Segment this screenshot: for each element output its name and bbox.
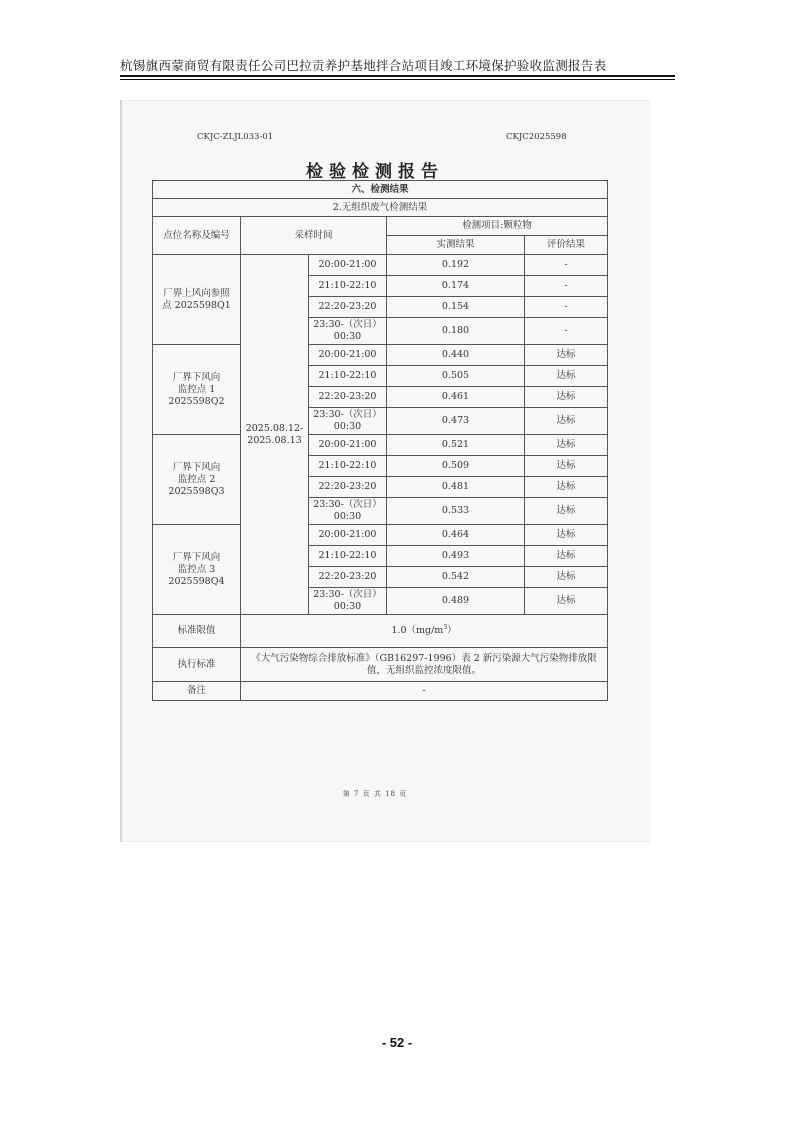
evaluation-result: 达标 <box>525 477 608 498</box>
sampling-time: 23:30-（次日） 00:30 <box>309 318 387 345</box>
measured-value: 0.509 <box>387 456 525 477</box>
table-row <box>153 435 608 456</box>
scan-edge <box>120 100 122 842</box>
sampling-time: 20:00-21:00 <box>309 435 387 456</box>
evaluation-result: 达标 <box>525 387 608 408</box>
measured-value: 0.493 <box>387 546 525 567</box>
header-time: 采样时间 <box>241 217 387 255</box>
sampling-time: 21:10-22:10 <box>309 456 387 477</box>
measured-value: 0.192 <box>387 255 525 276</box>
sampling-time: 23:30-（次日） 00:30 <box>309 408 387 435</box>
standard-label: 执行标准 <box>153 648 241 682</box>
measured-value: 0.174 <box>387 276 525 297</box>
report-title: 检验检测报告 <box>306 162 444 182</box>
measured-value: 0.180 <box>387 318 525 345</box>
measured-value: 0.461 <box>387 387 525 408</box>
evaluation-result: - <box>525 297 608 318</box>
evaluation-result: 达标 <box>525 345 608 366</box>
sampling-time: 20:00-21:00 <box>309 345 387 366</box>
form-code: CKJC-ZLJL033-01 <box>197 132 274 142</box>
limit-value-suffix: ） <box>447 625 457 636</box>
limit-value-sup: 3 <box>443 623 448 631</box>
point-name: 厂界上风向参照 点 2025598Q1 <box>153 255 241 345</box>
table-row <box>153 345 608 366</box>
subsection-title: 2.无组织废气检测结果 <box>153 199 608 217</box>
sampling-time: 21:10-22:10 <box>309 276 387 297</box>
page-header: 杭锡旗西蒙商贸有限责任公司巴拉贡养护基地拌合站项目竣工环境保护验收监测报告表 <box>120 58 607 73</box>
header-rule-thin <box>120 79 675 80</box>
measured-value: 0.505 <box>387 366 525 387</box>
point-name: 厂界下风向 监控点 1 2025598Q2 <box>153 345 241 435</box>
sampling-date-range: 2025.08.12- 2025.08.13 <box>241 255 309 615</box>
evaluation-result: - <box>525 318 608 345</box>
remark-value: - <box>241 682 608 701</box>
sampling-time: 22:20-23:20 <box>309 477 387 498</box>
report-page-footer: 第 7 页 共 18 页 <box>342 790 408 798</box>
evaluation-result: 达标 <box>525 435 608 456</box>
standard-value: 《大气污染物综合排放标准》（GB16297-1996）表 2 新污染源大气污染物排放限值，无组织监控浓度限值。 <box>241 648 608 682</box>
evaluation-result: 达标 <box>525 498 608 525</box>
evaluation-result: 达标 <box>525 588 608 615</box>
measured-value: 0.154 <box>387 297 525 318</box>
point-name: 厂界下风向 监控点 3 2025598Q4 <box>153 525 241 615</box>
sampling-time: 21:10-22:10 <box>309 366 387 387</box>
header-measured: 实测结果 <box>387 236 525 255</box>
point-name: 厂界下风向 监控点 2 2025598Q3 <box>153 435 241 525</box>
limit-value <box>241 615 608 648</box>
evaluation-result: 达标 <box>525 456 608 477</box>
results-table <box>152 180 608 701</box>
measured-value: 0.481 <box>387 477 525 498</box>
remark-label: 备注 <box>153 682 241 701</box>
sampling-time: 20:00-21:00 <box>309 525 387 546</box>
evaluation-result: 达标 <box>525 567 608 588</box>
measured-value: 0.489 <box>387 588 525 615</box>
header-item: 检测项目:颗粒物 <box>387 217 608 236</box>
sampling-time: 22:20-23:20 <box>309 567 387 588</box>
limit-label: 标准限值 <box>153 615 241 648</box>
header-evaluation: 评价结果 <box>525 236 608 255</box>
table-row <box>153 525 608 546</box>
sampling-time: 20:00-21:00 <box>309 255 387 276</box>
measured-value: 0.521 <box>387 435 525 456</box>
evaluation-result: - <box>525 255 608 276</box>
measured-value: 0.542 <box>387 567 525 588</box>
sampling-time: 21:10-22:10 <box>309 546 387 567</box>
evaluation-result: 达标 <box>525 366 608 387</box>
evaluation-result: 达标 <box>525 546 608 567</box>
table-row <box>153 255 608 276</box>
page-number: - 52 - <box>381 1035 413 1050</box>
sampling-time: 22:20-23:20 <box>309 387 387 408</box>
sampling-time: 23:30-（次日） 00:30 <box>309 588 387 615</box>
measured-value: 0.464 <box>387 525 525 546</box>
sampling-time: 22:20-23:20 <box>309 297 387 318</box>
measured-value: 0.473 <box>387 408 525 435</box>
measured-value: 0.440 <box>387 345 525 366</box>
report-number: CKJC2025598 <box>506 132 567 142</box>
evaluation-result: 达标 <box>525 525 608 546</box>
header-rule <box>120 75 675 77</box>
evaluation-result: 达标 <box>525 408 608 435</box>
limit-value-text: 1.0（mg/m <box>391 625 444 636</box>
measured-value: 0.533 <box>387 498 525 525</box>
sampling-time: 23:30-（次日） 00:30 <box>309 498 387 525</box>
evaluation-result: - <box>525 276 608 297</box>
section-title: 六、检测结果 <box>153 181 608 199</box>
header-point: 点位名称及编号 <box>153 217 241 255</box>
